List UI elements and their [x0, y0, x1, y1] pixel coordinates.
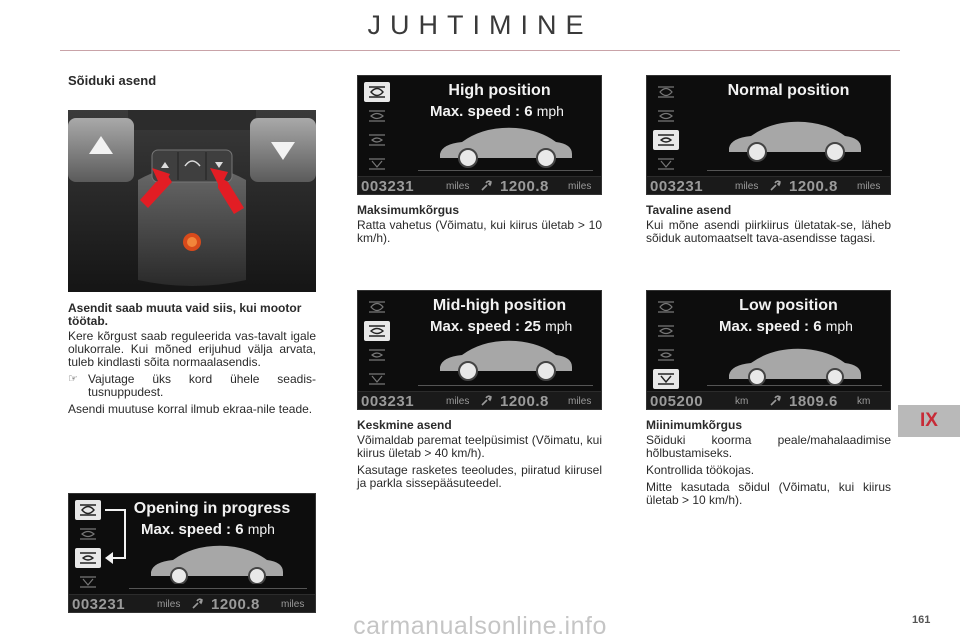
normal-position-icon [653, 345, 679, 365]
odometer-value: 003231 [72, 596, 126, 613]
section-title: Sõiduki asend [68, 73, 157, 88]
intro-paragraph: Kere kõrgust saab reguleerida vas-tavalt igale olukorrale. Kui mõned erijuhud välja arvata, tuleb kindlasti sõita normaalasendis. [68, 329, 316, 369]
low-position-icon [364, 154, 390, 174]
car-silhouette-icon [436, 120, 576, 173]
car-silhouette-icon [725, 110, 865, 167]
max-speed: Max. speed : 6 mph [430, 103, 564, 120]
ground-line [707, 385, 882, 386]
max-speed: Max. speed : 6 mph [141, 521, 275, 538]
service-value: 1200.8 [500, 178, 549, 195]
service-value: 1200.8 [789, 178, 838, 195]
low-position-icon [653, 369, 679, 389]
odometer-value: 005200 [650, 393, 704, 410]
low-position-icon [75, 572, 101, 592]
wrench-icon [191, 597, 203, 613]
mid-high-position-icon [75, 524, 101, 544]
mid-high-position-icon [364, 321, 390, 341]
position-title: Normal position [727, 82, 850, 99]
car-silhouette-icon [725, 339, 865, 390]
wrench-icon [480, 179, 492, 195]
caption-keskmine: Keskmine asend Võimaldab paremat teelpüsimist (Võimatu, kui kiirus ületab > 40 km/h). Kasutage rasketes teeoludes, piiratud kiirusel ja parkla sissepääsuteedel. [357, 418, 602, 490]
normal-position-icon [653, 130, 679, 150]
page-title: JUHTIMINE [367, 10, 593, 40]
left-column [68, 302, 316, 420]
instruction-bullet [68, 373, 316, 399]
caption-maksimum: Maksimumkõrgus Ratta vahetus (Võimatu, kui kiirus ületab > 10 km/h). [357, 203, 602, 245]
position-title: Opening in progress [133, 500, 291, 517]
pointing-hand-icon: ☞ [68, 373, 78, 385]
ground-line [418, 170, 593, 171]
ground-line [418, 385, 593, 386]
car-silhouette-icon [147, 536, 287, 589]
bullet-text: Vajutage üks kord ühele seadis-tusnuppudest. [88, 372, 316, 399]
odometer-bar: 003231 miles 1200.8 miles [647, 176, 890, 194]
service-value: 1200.8 [211, 596, 260, 613]
display-low-position [646, 290, 891, 410]
ground-line [707, 170, 882, 171]
position-title: High position [448, 82, 551, 99]
display-mid-high-position [357, 290, 602, 410]
odometer-value: 003231 [650, 178, 704, 195]
mid-high-position-icon [653, 106, 679, 126]
mid-high-position-icon [653, 321, 679, 341]
ground-line [129, 588, 307, 589]
normal-position-icon [364, 130, 390, 150]
normal-position-icon [364, 345, 390, 365]
chapter-tab: IX [898, 405, 960, 437]
low-position-icon [653, 154, 679, 174]
odometer-value: 003231 [361, 393, 415, 410]
odometer-bar: 003231 miles 1200.8 miles [69, 594, 315, 612]
mid-high-position-icon [364, 106, 390, 126]
position-title: Mid-high position [432, 297, 567, 314]
car-silhouette-icon [436, 331, 576, 386]
engine-note-heading: Asendit saab muuta vaid siis, kui mootor töötab. [68, 301, 302, 328]
caption-miinimum: Miinimumkõrgus Sõiduki koorma peale/mahalaadimise hõlbustamiseks. Kontrollida töökojas. Mitte kasutada sõidul (Võimatu, kui kiirus ületab > 10 km/h). [646, 418, 891, 507]
control-buttons-photo [68, 110, 316, 292]
max-speed: Max. speed : 6 mph [719, 318, 853, 335]
display-high-position [357, 75, 602, 195]
low-position-icon [364, 369, 390, 389]
odometer-bar: 003231 miles 1200.8 miles [358, 391, 601, 409]
service-value: 1809.6 [789, 393, 838, 410]
max-speed: Max. speed : 25 mph [430, 318, 573, 335]
caption-tavaline: Tavaline asend Kui mõne asendi piirkiirus ületatak-se, läheb sõiduk automaatselt tava-asendisse tagasi. [646, 203, 891, 245]
title-divider [60, 50, 900, 51]
watermark: carmanualsonline.info [353, 612, 607, 640]
display-normal-position [646, 75, 891, 195]
wrench-icon [480, 394, 492, 410]
screen-message-paragraph: Asendi muutuse korral ilmub ekraa-nile teade. [68, 402, 313, 416]
wrench-icon [769, 179, 781, 195]
service-value: 1200.8 [500, 393, 549, 410]
odometer-value: 003231 [361, 178, 415, 195]
wrench-icon [769, 394, 781, 410]
position-title: Low position [739, 297, 838, 314]
normal-position-icon [75, 548, 101, 568]
page-number: 161 [912, 614, 931, 626]
odometer-bar: 005200 km 1809.6 km [647, 391, 890, 409]
odometer-bar: 003231 miles 1200.8 miles [358, 176, 601, 194]
display-opening-in-progress [68, 493, 316, 613]
